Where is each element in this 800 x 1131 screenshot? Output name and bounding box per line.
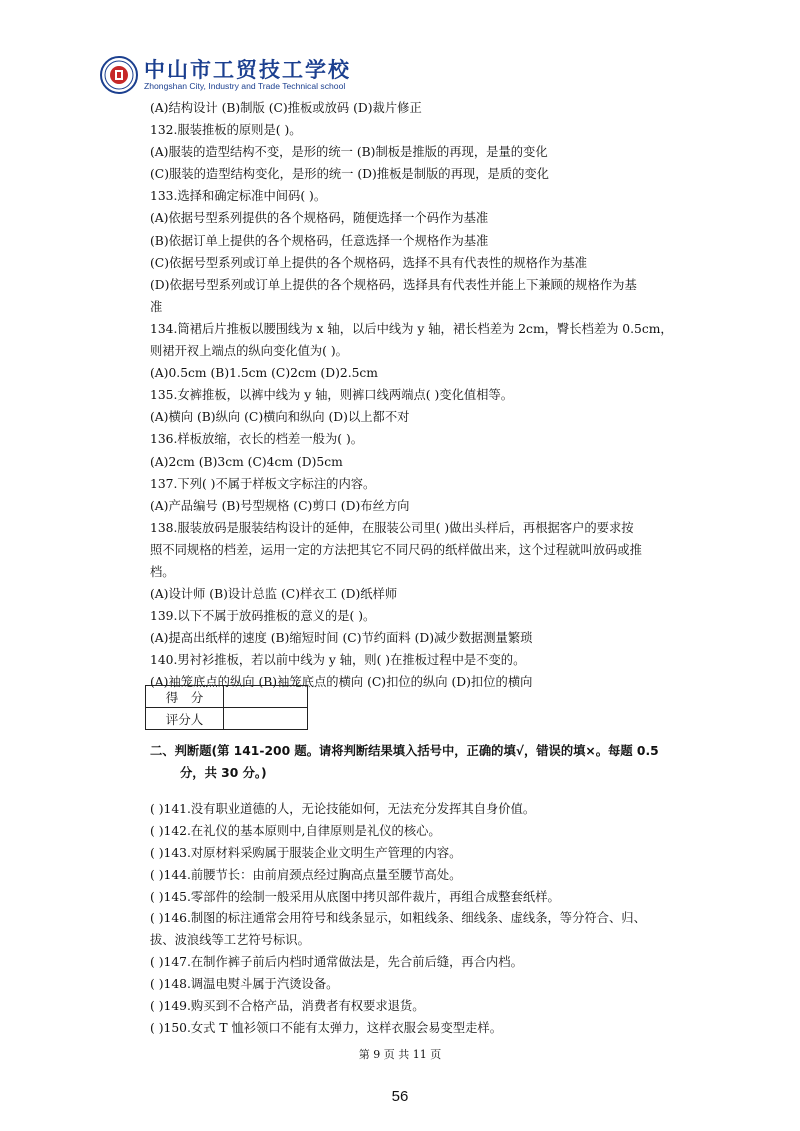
text-line: 准 (150, 299, 163, 314)
school-name-en: Zhongshan City, Industry and Trade Technical school (144, 81, 346, 91)
text-line: (A)2cm (B)3cm (C)4cm (D)5cm (150, 454, 343, 469)
text-line: (A)设计师 (B)设计总监 (C)样衣工 (D)纸样师 (150, 587, 398, 602)
text-line: (A)结构设计 (B)制版 (C)推板或放码 (D)裁片修正 (150, 101, 422, 115)
text-line: 档。 (150, 564, 175, 579)
judgment-143: ( )143.对原材料采购属于服装企业文明生产管理的内容。 (150, 845, 462, 860)
question-135: 135.女裤推板，以裤中线为 y 轴，则裤口线两端点( )变化值相等。 (150, 388, 514, 403)
score-value-cell (224, 686, 308, 708)
page-footer: 第 9 页 共 11 页 (358, 1048, 442, 1061)
text-line: (A)横向 (B)纵向 (C)横向和纵向 (D)以上都不对 (150, 410, 410, 425)
judgment-142: ( )142.在礼仪的基本原则中,自律原则是礼仪的核心。 (150, 823, 441, 838)
text-line: 则裙开衩上端点的纵向变化值为( )。 (150, 344, 348, 359)
text-line: 照不同规格的档差，运用一定的方法把其它不同尺码的纸样做出来，这个过程就叫放码或推 (150, 542, 642, 557)
text-line: (A)袖笼底点的纵向 (B)袖笼底点的横向 (C)扣位的纵向 (D)扣位的横向 (150, 675, 533, 690)
question-132: 132.服装推板的原则是( )。 (150, 123, 302, 138)
judgment-150: ( )150.女式 T 恤衫领口不能有太弹力，这样衣服会易变型走样。 (150, 1020, 503, 1035)
grader-label: 评分人 (146, 708, 224, 730)
judgment-145: ( )145.零部件的绘制一般采用从底图中拷贝部件裁片，再组合成整套纸样。 (150, 889, 560, 904)
section-heading (150, 740, 720, 784)
question-list (150, 97, 710, 694)
school-header (100, 56, 420, 96)
text-line: (D)依据号型系列或订单上提供的各个规格码，选择具有代表性并能上下兼顾的规格作为基 (150, 277, 637, 292)
question-140: 140.男衬衫推板，若以前中线为 y 轴，则( )在推板过程中是不变的。 (150, 653, 526, 668)
section-heading-line1: 二、判断题(第 141-200 题。请将判断结果填入括号中，正确的填√，错误的填×。每题 0.5 (150, 744, 659, 758)
text-line: (C)服装的造型结构变化，是形的统一 (D)推板是制版的再现，是质的变化 (150, 167, 549, 182)
score-table (145, 685, 308, 730)
question-133: 133.选择和确定标准中间码( )。 (150, 189, 327, 204)
grader-value-cell (224, 708, 308, 730)
text-line: (A)0.5cm (B)1.5cm (C)2cm (D)2.5cm (150, 366, 378, 381)
judgment-146: ( )146.制图的标注通常会用符号和线条显示，如粗线条、细线条、虚线条，等分符合、归、 (150, 911, 646, 926)
judgment-141: ( )141.没有职业道德的人，无论技能如何，无法充分发挥其自身价值。 (150, 802, 536, 816)
question-138: 138.服装放码是服装结构设计的延伸，在服装公司里( )做出头样后，再根据客户的要求按 (150, 520, 634, 535)
school-logo-icon (100, 56, 138, 94)
text-line: (A)提高出纸样的速度 (B)缩短时间 (C)节约面料 (D)减少数据测量繁琐 (150, 631, 533, 646)
judgment-144: ( )144.前腰节长：由前肩颈点经过胸高点量至腰节高处。 (150, 867, 462, 882)
question-139: 139.以下不属于放码推板的意义的是( )。 (150, 609, 376, 624)
text-line: (B)依据订单上提供的各个规格码，任意选择一个规格作为基准 (150, 233, 489, 248)
text-line: (A)服装的造型结构不变，是形的统一 (B)制板是推版的再现，是量的变化 (150, 145, 548, 160)
judgment-list (150, 799, 720, 1040)
judgment-149: ( )149.购买到不合格产品，消费者有权要求退货。 (150, 999, 425, 1014)
judgment-146-cont: 拔、波浪线等工艺符号标识。 (150, 933, 310, 948)
text-line: (A)依据号型系列提供的各个规格码，随便选择一个码作为基准 (150, 211, 489, 226)
question-134: 134.筒裙后片推板以腰围线为 x 轴，以后中线为 y 轴，裙长档差为 2cm，臀长档差为 0.5cm， (150, 321, 673, 336)
text-line: (A)产品编号 (B)号型规格 (C)剪口 (D)布丝方向 (150, 498, 410, 513)
page-number: 56 (391, 1088, 409, 1105)
score-label: 得 分 (146, 686, 224, 708)
section-heading-line2: 分，共 30 分。) (180, 766, 267, 780)
text-line: (C)依据号型系列或订单上提供的各个规格码，选择不具有代表性的规格作为基准 (150, 255, 588, 270)
school-name: 中山市工贸技工学校 (144, 58, 351, 82)
question-137: 137.下列( )不属于样板文字标注的内容。 (150, 476, 376, 491)
question-136: 136.样板放缩，衣长的档差一般为( )。 (150, 432, 364, 447)
judgment-148: ( )148.调温电熨斗属于汽烫设备。 (150, 977, 339, 992)
judgment-147: ( )147.在制作裤子前后内档时通常做法是，先合前后缝，再合内档。 (150, 955, 523, 970)
